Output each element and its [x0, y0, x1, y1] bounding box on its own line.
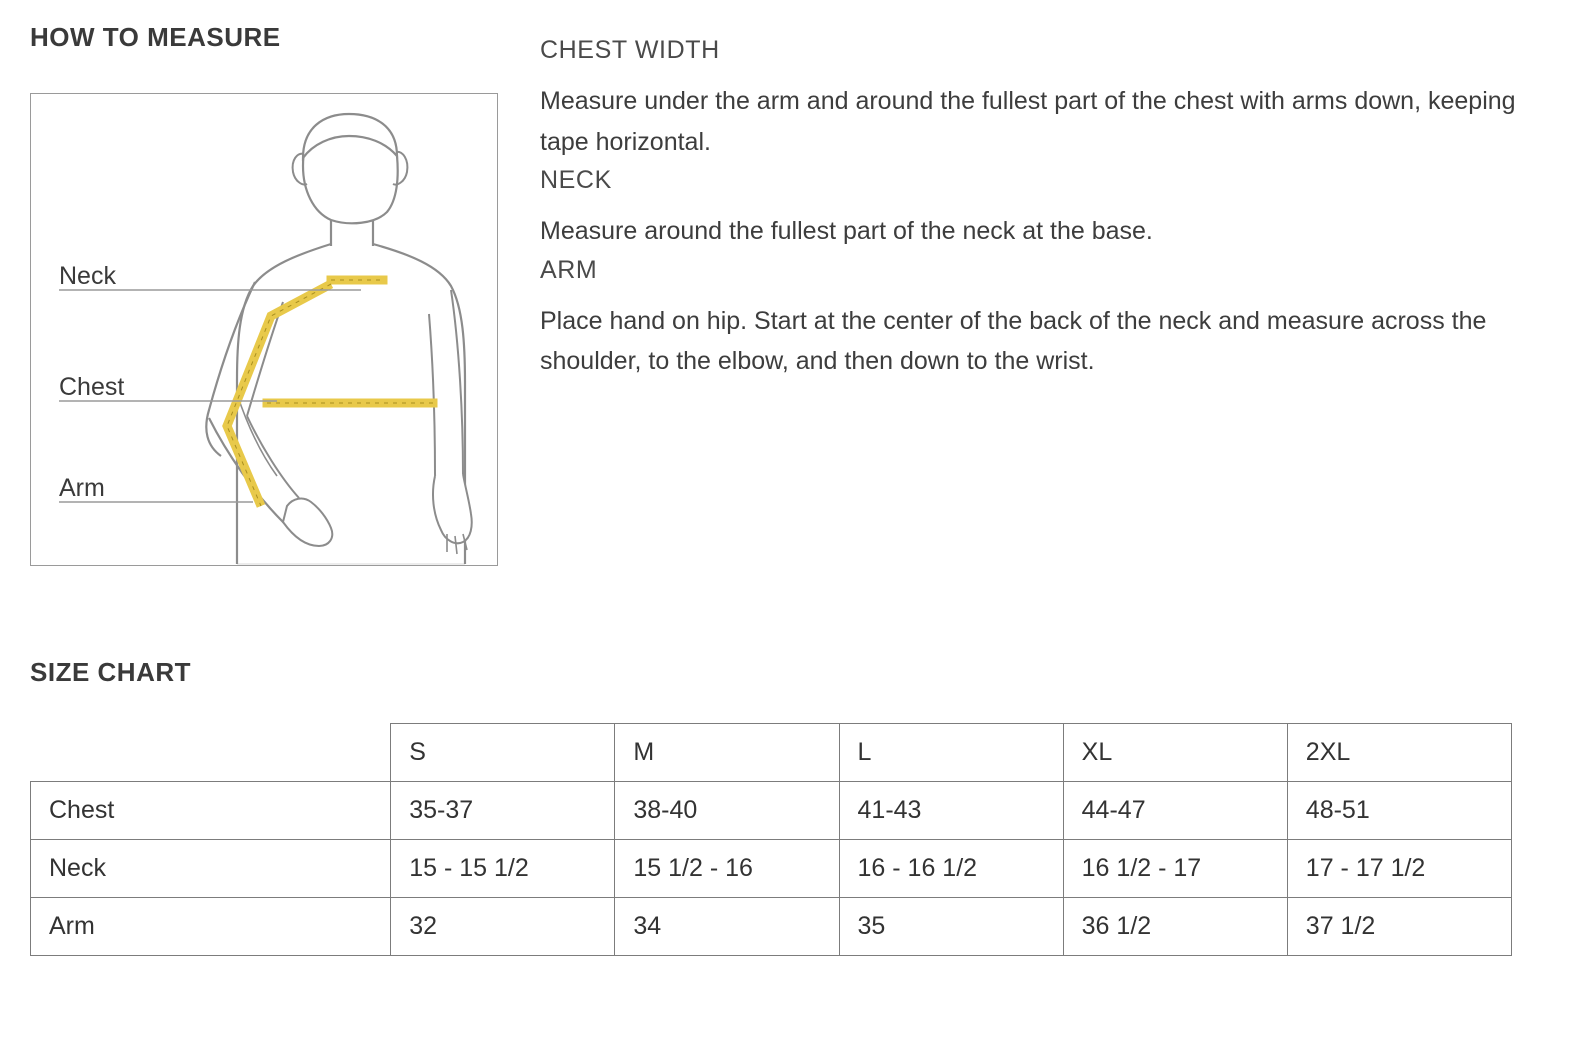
cell-arm-s: 32: [391, 898, 615, 956]
cell-neck-xl: 16 1/2 - 17: [1063, 840, 1287, 898]
instruction-body-neck: Measure around the fullest part of the neck at the base.: [540, 217, 1153, 245]
cell-arm-xl: 36 1/2: [1063, 898, 1287, 956]
cell-neck-l: 16 - 16 1/2: [839, 840, 1063, 898]
how-to-measure-heading: HOW TO MEASURE: [30, 22, 281, 52]
table-header-m: M: [615, 724, 839, 782]
cell-neck-s: 15 - 15 1/2: [391, 840, 615, 898]
table-header-row: [31, 724, 1512, 782]
row-label-neck: Neck: [31, 840, 391, 898]
cell-chest-m: 38-40: [615, 782, 839, 840]
cell-neck-m: 15 1/2 - 16: [615, 840, 839, 898]
table-row: [31, 898, 1512, 956]
cell-chest-l: 41-43: [839, 782, 1063, 840]
torso-illustration: [31, 94, 497, 565]
instruction-block-arm: [540, 256, 1530, 382]
figure-label-chest: Chest: [59, 373, 125, 401]
table-row: [31, 782, 1512, 840]
table-header-s: S: [391, 724, 615, 782]
table-header-l: L: [839, 724, 1063, 782]
size-chart-heading: SIZE CHART: [30, 657, 191, 687]
measurement-figure: [30, 93, 498, 566]
cell-neck-2xl: 17 - 17 1/2: [1287, 840, 1511, 898]
instructions-column: [540, 36, 1530, 382]
cell-chest-s: 35-37: [391, 782, 615, 840]
cell-chest-2xl: 48-51: [1287, 782, 1511, 840]
cell-chest-xl: 44-47: [1063, 782, 1287, 840]
table-row: [31, 840, 1512, 898]
row-label-chest: Chest: [31, 782, 391, 840]
instruction-title-arm: ARM: [540, 255, 598, 284]
figure-label-arm: Arm: [59, 474, 105, 502]
cell-arm-2xl: 37 1/2: [1287, 898, 1511, 956]
instruction-title-chest: CHEST WIDTH: [540, 36, 720, 64]
instruction-block-chest: [540, 36, 1530, 162]
instruction-body-chest: Measure under the arm and around the fullest part of the chest with arms down, keeping tape horizontal.: [540, 87, 1516, 156]
instruction-block-neck: [540, 166, 1530, 252]
row-label-arm: Arm: [31, 898, 391, 956]
figure-label-neck: Neck: [59, 262, 116, 290]
cell-arm-l: 35: [839, 898, 1063, 956]
table-corner-cell: [31, 724, 391, 782]
instruction-title-neck: NECK: [540, 166, 612, 194]
cell-arm-m: 34: [615, 898, 839, 956]
instruction-body-arm: Place hand on hip. Start at the center of the back of the neck and measure across the shoulder, to the elbow, and then down to the wrist.: [540, 306, 1487, 375]
size-chart-table: [30, 723, 1512, 956]
table-header-2xl: 2XL: [1287, 724, 1511, 782]
table-header-xl: XL: [1063, 724, 1287, 782]
